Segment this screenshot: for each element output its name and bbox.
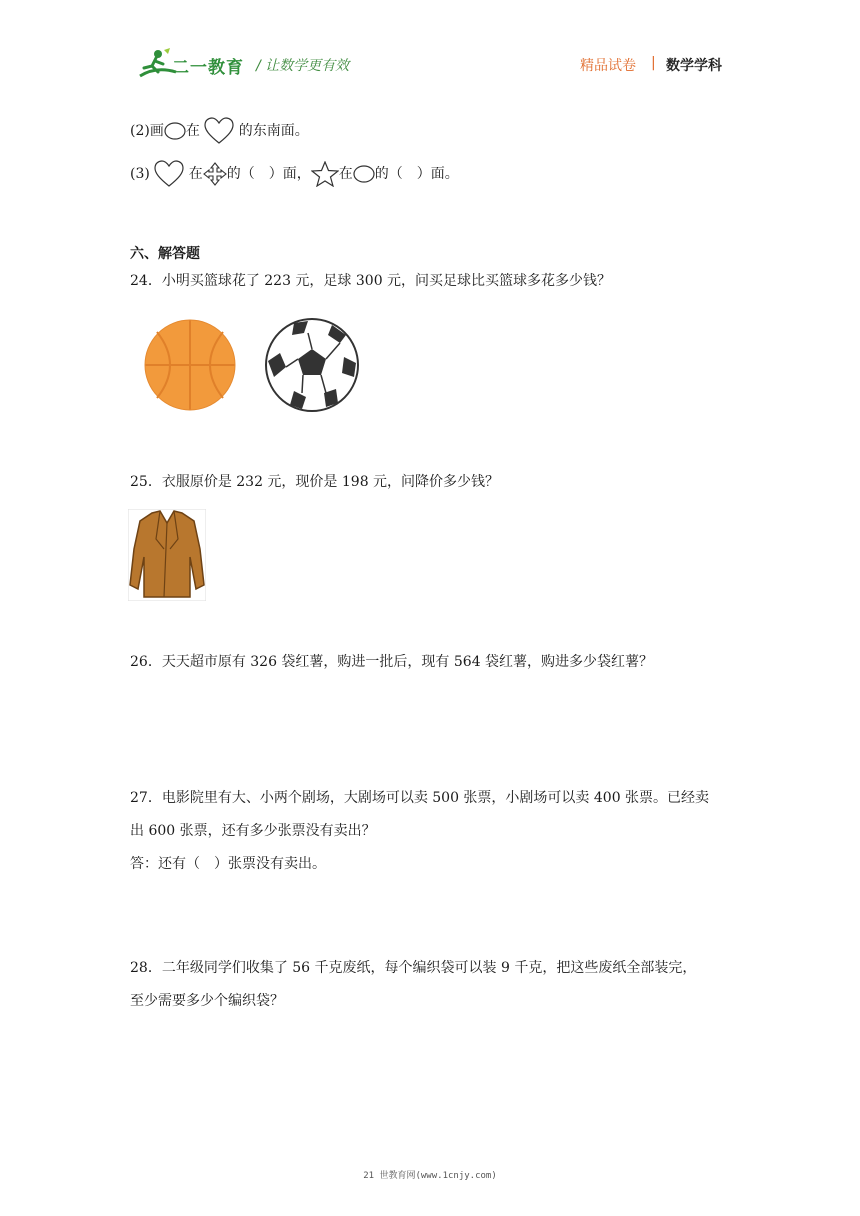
cross-arrows-icon — [203, 162, 227, 186]
problem-24: 24．小明买篮球花了 223 元，足球 300 元，问买足球比买篮球多花多少钱？ — [130, 273, 612, 289]
q3-in1: 在 — [188, 166, 203, 182]
heart-icon — [154, 160, 184, 188]
problem-28-line-2: 至少需要多少个编织袋？ — [130, 993, 284, 1009]
question-3 — [130, 160, 459, 188]
problem-26: 26．天天超市原有 326 袋红薯，购进一批后，现有 564 袋红薯，购进多少袋红薯？ — [130, 654, 654, 670]
heart-icon — [204, 117, 234, 145]
problem-27-answer: 答：还有（ ）张票没有卖出。 — [130, 856, 326, 872]
circle-icon — [164, 122, 186, 140]
problem-25: 25．衣服原价是 232 元，现价是 198 元，问降价多少钱？ — [130, 474, 500, 490]
subject-label: 数学学科 — [666, 58, 722, 74]
problem-27-line-1: 27．电影院里有大、小两个剧场，大剧场可以卖 500 张票，小剧场可以卖 400 张票。已经卖 — [130, 790, 710, 806]
logo-text: 二一教育 — [172, 58, 244, 78]
section-title: 六、解答题 — [130, 246, 200, 262]
q3-of1: 的（ ）面， — [226, 166, 311, 182]
q3-of2: 的（ ）面。 — [374, 166, 459, 182]
soccer-ball-image — [264, 317, 360, 413]
q2-suffix: 的东南面。 — [238, 123, 309, 139]
q2-mid: 在 — [185, 123, 200, 139]
q3-in2: 在 — [338, 166, 353, 182]
header-separator: | — [651, 55, 656, 71]
circle-icon — [353, 165, 375, 183]
page-footer: 21 世教育网(www.1cnjy.com) — [363, 1171, 497, 1181]
question-2 — [130, 117, 309, 145]
problem-27-line-2: 出 600 张票，还有多少张票没有卖出？ — [130, 823, 376, 839]
star-icon — [311, 161, 339, 187]
header-label: 精品试卷 — [580, 58, 636, 74]
coat-image — [128, 509, 206, 601]
problem-28-line-1: 28．二年级同学们收集了 56 千克废纸，每个编织袋可以装 9 千克，把这些废纸全部装完， — [130, 960, 697, 976]
basketball-image — [143, 318, 237, 412]
slogan: / 让数学更有效 — [256, 58, 350, 74]
q3-prefix: (3) — [130, 166, 150, 182]
q2-prefix: (2)画 — [130, 123, 164, 139]
